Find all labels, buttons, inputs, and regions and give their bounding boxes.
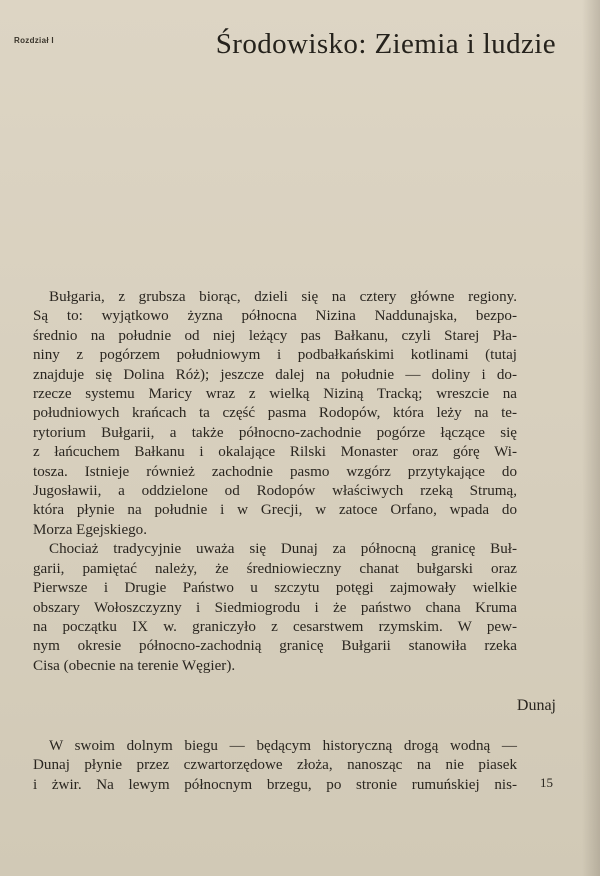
- text-line: Bułgaria, z grubsza biorąc, dzieli się na cztery główne regiony.: [49, 289, 517, 305]
- page-number: 15: [540, 775, 553, 790]
- text-line: Chociaż tradycyjnie uważa się Dunaj za północną granicę Buł-: [49, 541, 517, 558]
- text-line: Są to: wyjątkowo żyzna północna Nizina Naddunajska, bezpo-: [33, 308, 517, 325]
- text-line: znajduje się Dolina Róż); jeszcze dalej na południe — doliny i do-: [33, 366, 517, 383]
- text-line: południowych krańcach ta część pasma Rodopów, która leży na te-: [33, 405, 517, 422]
- text-line: z łańcuchem Bałkanu i okalające Rilski Monaster oraz górę Wi-: [33, 444, 517, 461]
- chapter-title: Środowisko: Ziemia i ludzie: [215, 28, 556, 60]
- section-heading: Dunaj: [516, 697, 556, 714]
- text-line: Cisa (obecnie na terenie Węgier).: [33, 657, 236, 674]
- text-line: średnio na południe od niej leżący pas Bałkanu, czyli Starej Pła-: [33, 327, 517, 344]
- text-line: Pierwsze i Drugie Państwo u szczytu potęgi zajmowały wielkie: [33, 580, 517, 597]
- text-line: niny z pogórzem południowym i podbałkańskimi kotlinami (tutaj: [33, 347, 517, 364]
- chapter-label: Rozdział I: [14, 36, 54, 45]
- text-line: rzecze systemu Maricy wraz z wielką Niziną Tracką; wreszcie na: [33, 386, 517, 403]
- text-line: obszary Wołoszczyzny i Siedmiogrodu i że państwo chana Kruma: [33, 599, 517, 616]
- text-line: rytorium Bułgarii, a także północno-zachodnie pogórze łączące się: [33, 424, 517, 441]
- text-line: która płynie na południe i w Grecji, w zatoce Orfano, wpada do: [33, 502, 517, 519]
- paragraph-borders: [33, 540, 517, 676]
- text-line: garii, pamiętać należy, że średniowieczny chanat bułgarski oraz: [33, 560, 517, 577]
- text-line: nym okresie północno-zachodnią granicę Bułgarii stanowiła rzeka: [33, 638, 517, 655]
- text-line: tosza. Istnieje również zachodnie pasmo wzgórz przytykające do: [33, 463, 517, 480]
- text-line: Jugosławii, a oddzielone od Rodopów właściwych rzeką Strumą,: [33, 483, 517, 500]
- text-line: na początku IX w. graniczyło z cesarstwem rzymskim. W pew-: [33, 618, 517, 635]
- text-line: Dunaj płynie przez czwartorzędowe złoża, nanosząc na nie piasek: [33, 757, 517, 774]
- page-edge-shadow: [582, 0, 600, 876]
- danube-text: [33, 737, 517, 795]
- paragraph-regions: [33, 288, 517, 540]
- text-line: W swoim dolnym biegu — będącym historyczną drogą wodną —: [49, 738, 517, 754]
- text-line: Morza Egejskiego.: [33, 521, 148, 538]
- text-line: i żwir. Na lewym północnym brzegu, po stronie rumuńskiej nis-: [33, 776, 517, 793]
- main-text: [33, 288, 517, 676]
